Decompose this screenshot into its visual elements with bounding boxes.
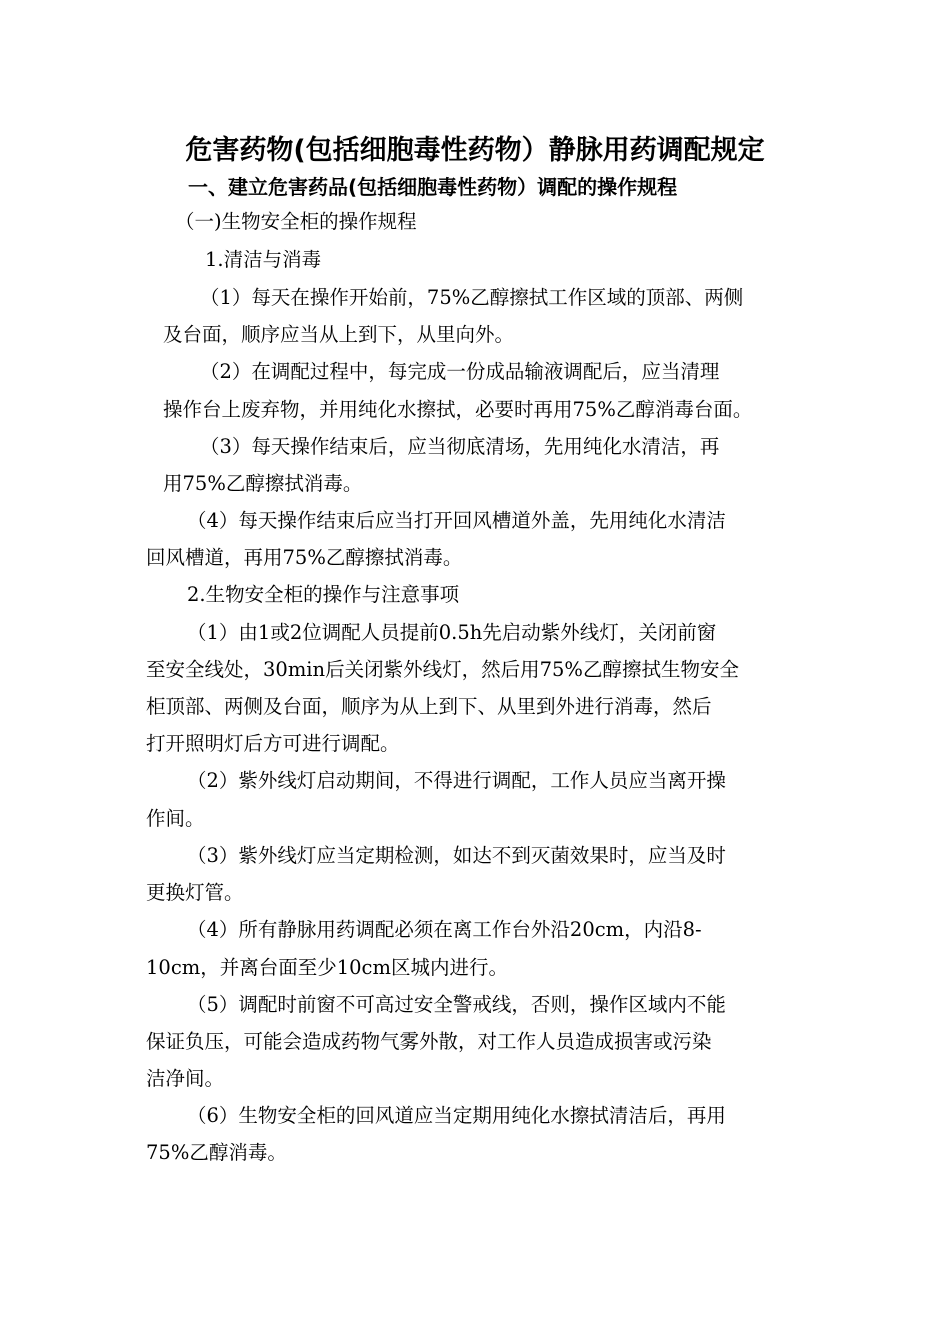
paragraph-line: （4）每天操作结束后应当打开回风槽道外盖，先用纯化水清洁 [187,509,726,532]
paragraph-line: 洁净间。 [146,1067,225,1090]
section-heading-1: 一、建立危害药品(包括细胞毒性药物）调配的操作规程 [188,175,678,199]
paragraph-line: （1）由1或2位调配人员提前0.5h先启动紫外线灯，关闭前窗 [187,621,717,644]
paragraph-line: 用75%乙醇擦拭消毒。 [163,472,363,495]
paragraph-line: 回风槽道，再用75%乙醇擦拭消毒。 [146,546,463,569]
document-title: 危害药物(包括细胞毒性药物）静脉用药调配规定 [185,135,765,166]
paragraph-line: （5）调配时前窗不可高过安全警戒线，否则，操作区域内不能 [187,993,726,1016]
item-heading-operation: 2.生物安全柜的操作与注意事项 [187,583,460,606]
paragraph-line: （3）紫外线灯应当定期检测，如达不到灭菌效果时，应当及时 [187,844,726,867]
paragraph-line: （2）紫外线灯启动期间，不得进行调配，工作人员应当离开操 [187,769,726,792]
paragraph-line: 10cm，并离台面至少10cm区城内进行。 [146,956,508,979]
paragraph-line: 75%乙醇消毒。 [146,1141,287,1164]
paragraph-line: （2）在调配过程中，每完成一份成品输液调配后，应当清理 [200,360,720,383]
paragraph-line: 作间。 [146,807,205,830]
subsection-heading-1: （一)生物安全柜的操作规程 [175,210,417,233]
paragraph-line: 打开照明灯后方可进行调配。 [146,732,400,755]
paragraph-line: 柜顶部、两侧及台面，顺序为从上到下、从里到外进行消毒，然后 [146,695,712,718]
paragraph-line: （3）每天操作结束后，应当彻底清场，先用纯化水清洁，再 [200,435,720,458]
paragraph-line: （4）所有静脉用药调配必须在离工作台外沿20cm，内沿8- [187,918,702,941]
paragraph-line: 操作台上废弃物，并用纯化水擦拭，必要时再用75%乙醇消毒台面。 [163,398,753,421]
paragraph-line: 及台面，顺序应当从上到下，从里向外。 [163,323,515,346]
paragraph-line: 保证负压，可能会造成药物气雾外散，对工作人员造成损害或污染 [146,1030,712,1053]
paragraph-line: （1）每天在操作开始前，75%乙醇擦拭工作区域的顶部、两侧 [200,286,744,309]
paragraph-line: （6）生物安全柜的回风道应当定期用纯化水擦拭清洁后，再用 [187,1104,726,1127]
paragraph-line: 更换灯管。 [146,881,244,904]
paragraph-line: 至安全线处，30min后关闭紫外线灯，然后用75%乙醇擦拭生物安全 [146,658,739,681]
item-heading-cleaning: 1.清洁与消毒 [205,248,322,271]
